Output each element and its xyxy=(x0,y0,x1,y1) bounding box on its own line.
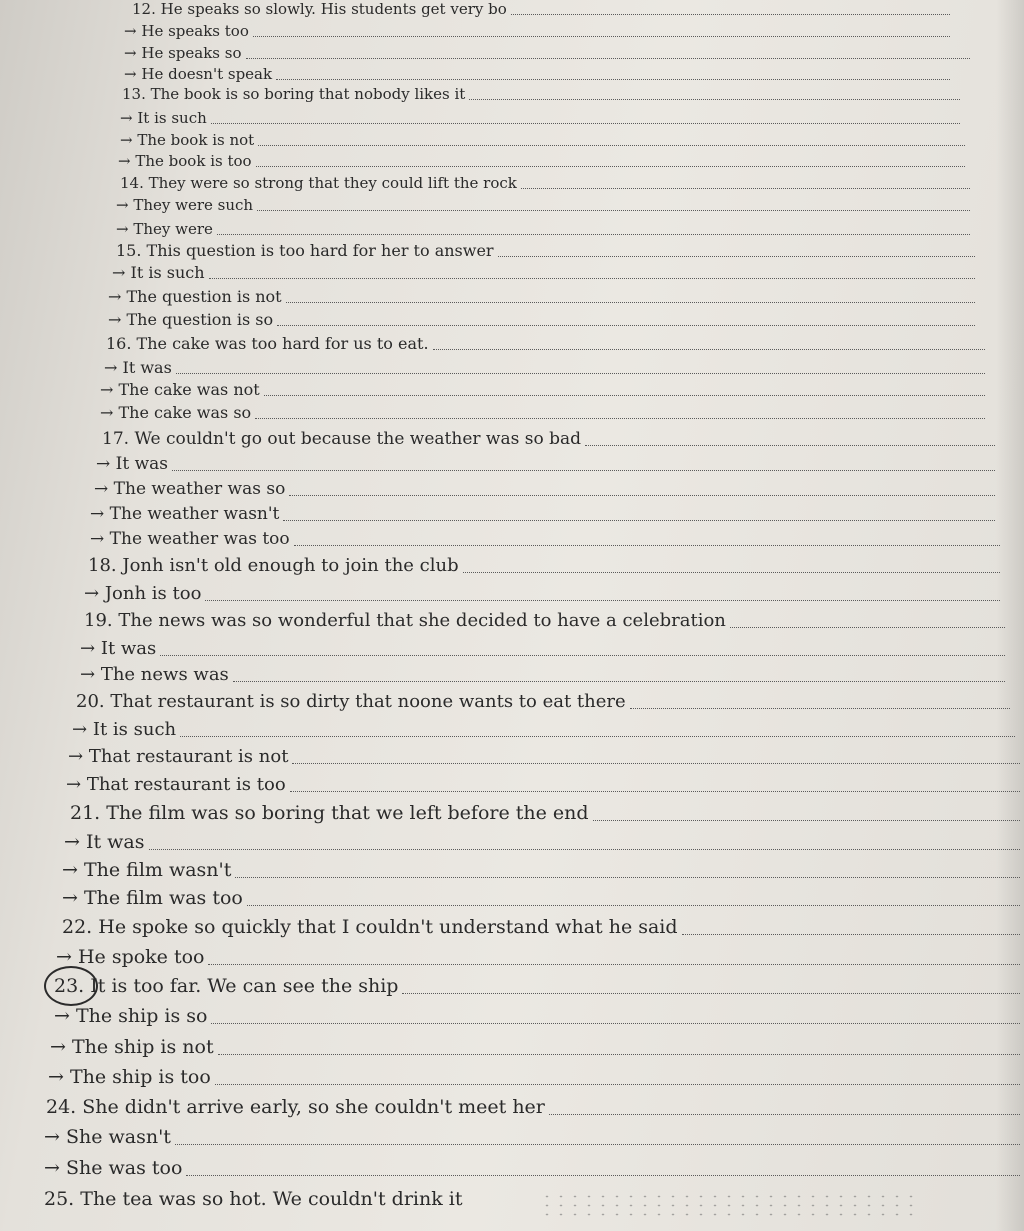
rewrite-line xyxy=(84,585,201,603)
arrow-icon: → xyxy=(44,1157,60,1179)
answer-blank xyxy=(149,849,1020,850)
rewrite-stem: The question is not xyxy=(126,287,282,306)
exercise-14-prompt xyxy=(120,176,517,191)
answer-blank xyxy=(521,188,970,189)
answer-blank xyxy=(215,1084,1020,1085)
answer-blank xyxy=(233,681,1005,682)
pencil-scribble xyxy=(540,1192,920,1222)
answer-blank xyxy=(630,708,1010,709)
arrow-icon: → xyxy=(108,310,122,329)
exercise-15-prompt xyxy=(116,243,494,259)
rewrite-line xyxy=(124,67,272,82)
rewrite-stem: The ship is not xyxy=(71,1036,214,1058)
rewrite-stem: It is such xyxy=(137,109,207,127)
exercise-22-prompt xyxy=(62,918,678,937)
arrow-icon: → xyxy=(50,1036,66,1058)
answer-blank xyxy=(264,395,985,396)
answer-blank xyxy=(175,1144,1020,1145)
answer-blank xyxy=(292,763,1020,764)
rewrite-stem: That restaurant is not xyxy=(88,746,289,767)
rewrite-stem: He doesn't speak xyxy=(141,65,273,83)
exercise-number: 18. xyxy=(88,555,117,576)
rewrite-stem: The cake was so xyxy=(118,403,252,422)
exercise-number: 23. xyxy=(54,975,85,997)
exercise-number: 22. xyxy=(62,916,93,938)
exercise-sentence: The film was so boring that we left before the end xyxy=(106,802,589,824)
exercise-23-prompt xyxy=(54,977,398,996)
answer-blank xyxy=(682,934,1020,935)
rewrite-line xyxy=(108,312,273,328)
exercise-number: 24. xyxy=(46,1096,77,1118)
answer-blank xyxy=(585,445,995,446)
exercise-number: 17. xyxy=(102,429,130,449)
answer-blank xyxy=(209,278,975,279)
exercise-number: 12. xyxy=(132,0,156,18)
arrow-icon: → xyxy=(90,504,105,524)
exercise-number: 13. xyxy=(122,85,146,103)
rewrite-line xyxy=(64,833,145,852)
rewrite-stem: It was xyxy=(115,454,169,474)
exercise-number: 25. xyxy=(44,1188,75,1210)
arrow-icon: → xyxy=(72,719,88,740)
exercise-sentence: It is too far. We can see the ship xyxy=(90,975,399,997)
rewrite-line xyxy=(50,1038,214,1057)
arrow-icon: → xyxy=(90,529,105,549)
answer-blank xyxy=(255,418,985,419)
exercise-16-prompt xyxy=(106,336,429,352)
rewrite-line xyxy=(124,46,242,61)
arrow-icon: → xyxy=(120,131,133,149)
arrow-icon: → xyxy=(44,1126,60,1148)
exercise-17-prompt xyxy=(102,431,581,448)
answer-blank xyxy=(730,627,1005,628)
answer-blank xyxy=(433,349,985,350)
rewrite-line xyxy=(90,531,290,548)
rewrite-stem: The book is not xyxy=(137,131,255,149)
rewrite-line xyxy=(62,861,231,880)
arrow-icon: → xyxy=(100,380,114,399)
answer-blank xyxy=(247,905,1020,906)
rewrite-stem: The film was too xyxy=(83,887,243,909)
rewrite-line xyxy=(80,666,229,684)
answer-blank xyxy=(180,736,1015,737)
rewrite-line xyxy=(72,721,176,739)
exercise-sentence: The cake was too hard for us to eat. xyxy=(136,334,429,353)
arrow-icon: → xyxy=(118,152,131,170)
arrow-icon: → xyxy=(116,220,129,238)
arrow-icon: → xyxy=(124,65,137,83)
answer-blank xyxy=(469,99,960,100)
answer-blank xyxy=(276,79,950,80)
exercise-21-prompt xyxy=(70,804,589,823)
rewrite-stem: It was xyxy=(122,358,172,377)
rewrite-line xyxy=(108,289,282,305)
rewrite-stem: The weather was too xyxy=(109,529,290,549)
arrow-icon: → xyxy=(80,664,96,685)
arrow-icon: → xyxy=(108,287,122,306)
rewrite-line xyxy=(120,133,254,148)
exercise-sentence: They were so strong that they could lift the rock xyxy=(148,174,517,192)
exercise-number: 19. xyxy=(84,610,113,631)
rewrite-line xyxy=(90,506,279,523)
exercise-sentence: The tea was so hot. We couldn't drink it xyxy=(80,1188,463,1210)
rewrite-line xyxy=(112,265,205,281)
arrow-icon: → xyxy=(62,887,78,909)
rewrite-stem: He speaks so xyxy=(141,44,242,62)
answer-blank xyxy=(176,373,985,374)
rewrite-line xyxy=(116,198,253,213)
rewrite-stem: They were such xyxy=(133,196,254,214)
exercise-number: 20. xyxy=(76,691,105,712)
arrow-icon: → xyxy=(112,263,126,282)
exercise-sentence: This question is too hard for her to answer xyxy=(146,241,494,260)
rewrite-stem: The news was xyxy=(100,664,229,685)
arrow-icon: → xyxy=(54,1005,70,1027)
page-edge-shadow xyxy=(996,0,1024,1231)
exercise-18-prompt xyxy=(88,557,459,575)
exercise-13-prompt xyxy=(122,87,465,102)
answer-blank xyxy=(289,495,995,496)
answer-blank xyxy=(549,1114,1020,1115)
exercise-25-prompt xyxy=(44,1190,462,1209)
rewrite-line xyxy=(44,1159,182,1178)
answer-blank xyxy=(211,1023,1020,1024)
exercise-sentence: Jonh isn't old enough to join the club xyxy=(122,555,459,576)
rewrite-line xyxy=(54,1007,207,1026)
arrow-icon: → xyxy=(56,946,72,968)
answer-blank xyxy=(208,964,1020,965)
answer-blank xyxy=(211,123,960,124)
rewrite-line xyxy=(94,481,285,498)
rewrite-stem: It is such xyxy=(92,719,177,740)
rewrite-stem: She was too xyxy=(65,1157,183,1179)
rewrite-stem: The weather wasn't xyxy=(109,504,280,524)
exercise-sentence: We couldn't go out because the weather was so bad xyxy=(134,429,582,449)
rewrite-stem: They were xyxy=(133,220,213,238)
arrow-icon: → xyxy=(94,479,109,499)
rewrite-stem: He spoke too xyxy=(77,946,205,968)
rewrite-stem: The cake was not xyxy=(118,380,260,399)
rewrite-stem: He speaks too xyxy=(141,22,249,40)
answer-blank xyxy=(205,600,1000,601)
exercise-number: 16. xyxy=(106,334,132,353)
rewrite-line xyxy=(118,154,252,169)
answer-blank xyxy=(186,1175,1020,1176)
answer-blank xyxy=(258,145,965,146)
answer-blank xyxy=(286,302,975,303)
arrow-icon: → xyxy=(120,109,133,127)
rewrite-stem: The book is too xyxy=(135,152,252,170)
rewrite-line xyxy=(68,748,288,766)
answer-blank xyxy=(593,820,1020,821)
arrow-icon: → xyxy=(96,454,111,474)
rewrite-line xyxy=(80,640,156,658)
rewrite-stem: The question is so xyxy=(126,310,274,329)
exercise-sentence: The news was so wonderful that she decided to have a celebration xyxy=(118,610,726,631)
rewrite-stem: That restaurant is too xyxy=(86,774,286,795)
arrow-icon: → xyxy=(66,774,82,795)
rewrite-line xyxy=(116,222,213,237)
answer-blank xyxy=(511,14,950,15)
answer-blank xyxy=(253,36,950,37)
rewrite-line xyxy=(120,111,207,126)
rewrite-stem: It was xyxy=(100,638,157,659)
arrow-icon: → xyxy=(116,196,129,214)
rewrite-line xyxy=(104,360,172,376)
rewrite-line xyxy=(96,456,168,473)
answer-blank xyxy=(246,58,970,59)
answer-blank xyxy=(218,1054,1020,1055)
arrow-icon: → xyxy=(104,358,118,377)
arrow-icon: → xyxy=(64,831,80,853)
answer-blank xyxy=(217,234,970,235)
rewrite-line xyxy=(56,948,204,967)
exercise-sentence: He speaks so slowly. His students get very bo xyxy=(160,0,507,18)
rewrite-stem: The weather was so xyxy=(113,479,286,499)
rewrite-line xyxy=(66,776,286,794)
answer-blank xyxy=(463,572,1000,573)
arrow-icon: → xyxy=(68,746,84,767)
answer-blank xyxy=(256,166,965,167)
rewrite-stem: She wasn't xyxy=(65,1126,171,1148)
arrow-icon: → xyxy=(80,638,96,659)
answer-blank xyxy=(160,655,1005,656)
answer-blank xyxy=(277,325,975,326)
rewrite-stem: The ship is so xyxy=(75,1005,208,1027)
exercise-sentence: She didn't arrive early, so she couldn't meet her xyxy=(82,1096,545,1118)
rewrite-stem: Jonh is too xyxy=(104,583,202,604)
exercise-number: 15. xyxy=(116,241,142,260)
answer-blank xyxy=(172,470,995,471)
rewrite-line xyxy=(124,24,249,39)
answer-blank xyxy=(235,877,1020,878)
rewrite-line xyxy=(48,1068,211,1087)
rewrite-line xyxy=(62,889,243,908)
answer-blank xyxy=(402,993,1020,994)
exercise-19-prompt xyxy=(84,612,726,630)
exercise-number: 21. xyxy=(70,802,101,824)
exercise-sentence: That restaurant is so dirty that noone wants to eat there xyxy=(110,691,626,712)
answer-blank xyxy=(257,210,970,211)
arrow-icon: → xyxy=(62,859,78,881)
answer-blank xyxy=(283,520,995,521)
rewrite-line xyxy=(100,405,251,421)
rewrite-stem: The film wasn't xyxy=(83,859,232,881)
rewrite-stem: It was xyxy=(85,831,145,853)
exercise-sentence: The book is so boring that nobody likes it xyxy=(150,85,466,103)
exercise-sentence: He spoke so quickly that I couldn't understand what he said xyxy=(98,916,678,938)
rewrite-line xyxy=(44,1128,171,1147)
answer-blank xyxy=(290,791,1020,792)
exercise-number: 14. xyxy=(120,174,144,192)
exercise-12-prompt xyxy=(132,2,507,17)
answer-blank xyxy=(294,545,1000,546)
arrow-icon: → xyxy=(124,22,137,40)
rewrite-line xyxy=(100,382,260,398)
arrow-icon: → xyxy=(84,583,100,604)
arrow-icon: → xyxy=(48,1066,64,1088)
rewrite-stem: The ship is too xyxy=(69,1066,211,1088)
arrow-icon: → xyxy=(100,403,114,422)
exercise-20-prompt xyxy=(76,693,626,711)
rewrite-stem: It is such xyxy=(130,263,205,282)
arrow-icon: → xyxy=(124,44,137,62)
exercise-24-prompt xyxy=(46,1098,545,1117)
answer-blank xyxy=(498,256,975,257)
